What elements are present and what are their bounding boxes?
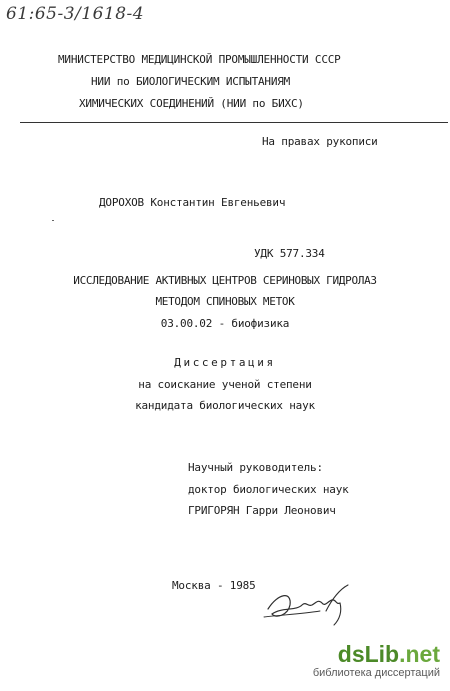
supervisor-degree: доктор биологических наук [188,483,349,496]
degree-purpose: на соискание ученой степени [138,378,312,391]
supervisor-name: ГРИГОРЯН Гарри Леонович [188,504,336,517]
watermark [313,643,440,679]
specialty-code: 03.00.02 - биофизика [160,317,290,330]
author-name: ДОРОХОВ Константин Евгеньевич [99,196,286,209]
watermark-subtitle: библиотека диссертаций [312,667,440,679]
watermark-logo: dsLib.net [337,641,440,667]
thesis-title-line-2: МЕТОДОМ СПИНОВЫХ МЕТОК [155,295,295,308]
scan-speck [52,220,54,221]
signature [262,581,360,629]
institute-line: НИИ по БИОЛОГИЧЕСКИМ ИСПЫТАНИЯМ [91,75,291,88]
document-type: Диссертация [174,356,276,369]
supervisor-label: Научный руководитель: [188,461,323,474]
rights-notice: На правах рукописи [262,135,378,148]
handwritten-reference: 61:65-3/1618-4 [6,4,145,24]
institute-line-2: ХИМИЧЕСКИХ СОЕДИНЕНИЙ (НИИ по БИХС) [79,97,304,110]
udc-code: УДК 577.334 [254,247,325,260]
degree-name: кандидата биологических наук [135,399,315,412]
thesis-title-line-1: ИССЛЕДОВАНИЕ АКТИВНЫХ ЦЕНТРОВ СЕРИНОВЫХ ГИДРОЛАЗ [73,274,377,287]
header-divider [20,122,448,123]
ministry-line: МИНИСТЕРСТВО МЕДИЦИНСКОЙ ПРОМЫШЛЕННОСТИ СССР [58,53,341,66]
city-year: Москва - 1985 [172,579,256,592]
